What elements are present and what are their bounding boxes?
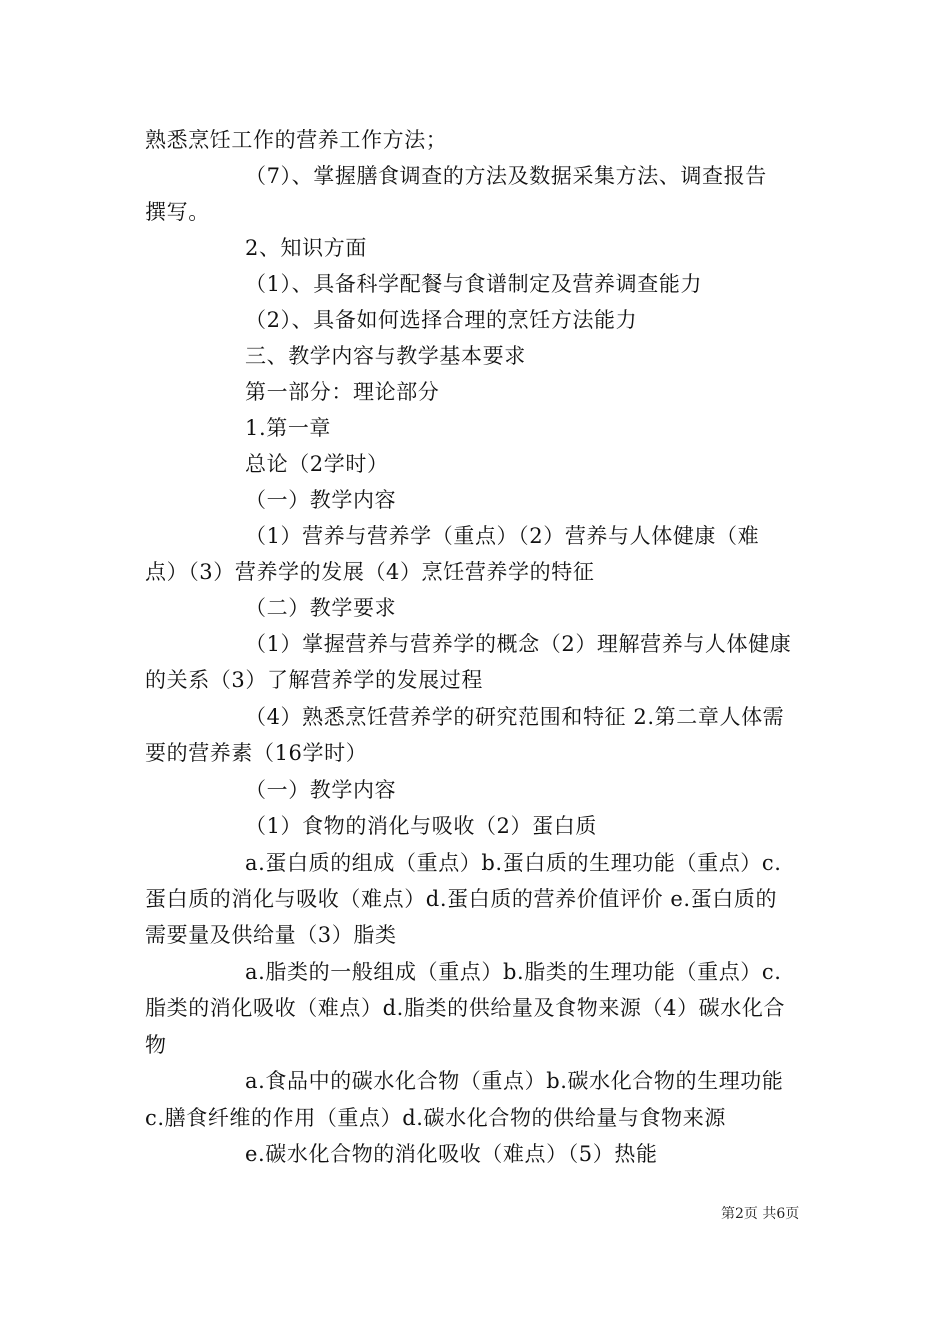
text-line: 要的营养素（16学时）: [145, 741, 368, 765]
text-line: 蛋白质的消化与吸收（难点）d.蛋白质的营养价值评价 e.蛋白质的: [145, 887, 778, 911]
text-line: （1）掌握营养与营养学的概念（2）理解营养与人体健康: [245, 632, 792, 656]
text-line: （1）食物的消化与吸收（2）蛋白质: [245, 814, 597, 838]
text-line: （1）、具备科学配餐与食谱制定及营养调查能力: [245, 272, 703, 296]
text-line: （一）教学内容: [245, 488, 397, 512]
text-line: 的关系（3）了解营养学的发展过程: [145, 668, 483, 692]
text-line: 撰写。: [145, 200, 210, 224]
text-line: a.食品中的碳水化合物（重点）b.碳水化合物的生理功能: [245, 1069, 784, 1093]
section-heading: 三、教学内容与教学基本要求: [245, 344, 526, 368]
text-line: （二）教学要求: [245, 596, 397, 620]
text-line: 脂类的消化吸收（难点）d.脂类的供给量及食物来源（4）碳水化合: [145, 996, 786, 1020]
text-line: （一）教学内容: [245, 778, 397, 802]
text-line: 2、知识方面: [245, 236, 367, 260]
text-line: （2）、具备如何选择合理的烹饪方法能力: [245, 308, 638, 332]
text-line: a.蛋白质的组成（重点）b.蛋白质的生理功能（重点）c.: [245, 851, 782, 875]
text-line: （1）营养与营养学（重点）（2）营养与人体健康（难: [245, 524, 760, 548]
text-line: 第一部分：理论部分: [245, 380, 440, 404]
text-line: 熟悉烹饪工作的营养工作方法；: [145, 128, 448, 152]
text-line: （4）熟悉烹饪营养学的研究范围和特征 2.第二章人体需: [245, 705, 785, 729]
text-line: c.膳食纤维的作用（重点）d.碳水化合物的供给量与食物来源: [145, 1106, 726, 1130]
page-number: 第2页 共6页: [721, 1206, 800, 1222]
text-line: 需要量及供给量（3）脂类: [145, 923, 397, 947]
chapter-heading: 1.第一章: [245, 416, 332, 440]
text-line: （7）、掌握膳食调查的方法及数据采集方法、调查报告: [245, 164, 767, 188]
text-line: 点）（3）营养学的发展（4）烹饪营养学的特征: [145, 560, 595, 584]
text-line: 物: [145, 1033, 167, 1057]
text-line: 总论（2学时）: [245, 452, 389, 476]
text-line: a.脂类的一般组成（重点）b.脂类的生理功能（重点）c.: [245, 960, 782, 984]
text-line: e.碳水化合物的消化吸收（难点）（5）热能: [245, 1142, 658, 1166]
